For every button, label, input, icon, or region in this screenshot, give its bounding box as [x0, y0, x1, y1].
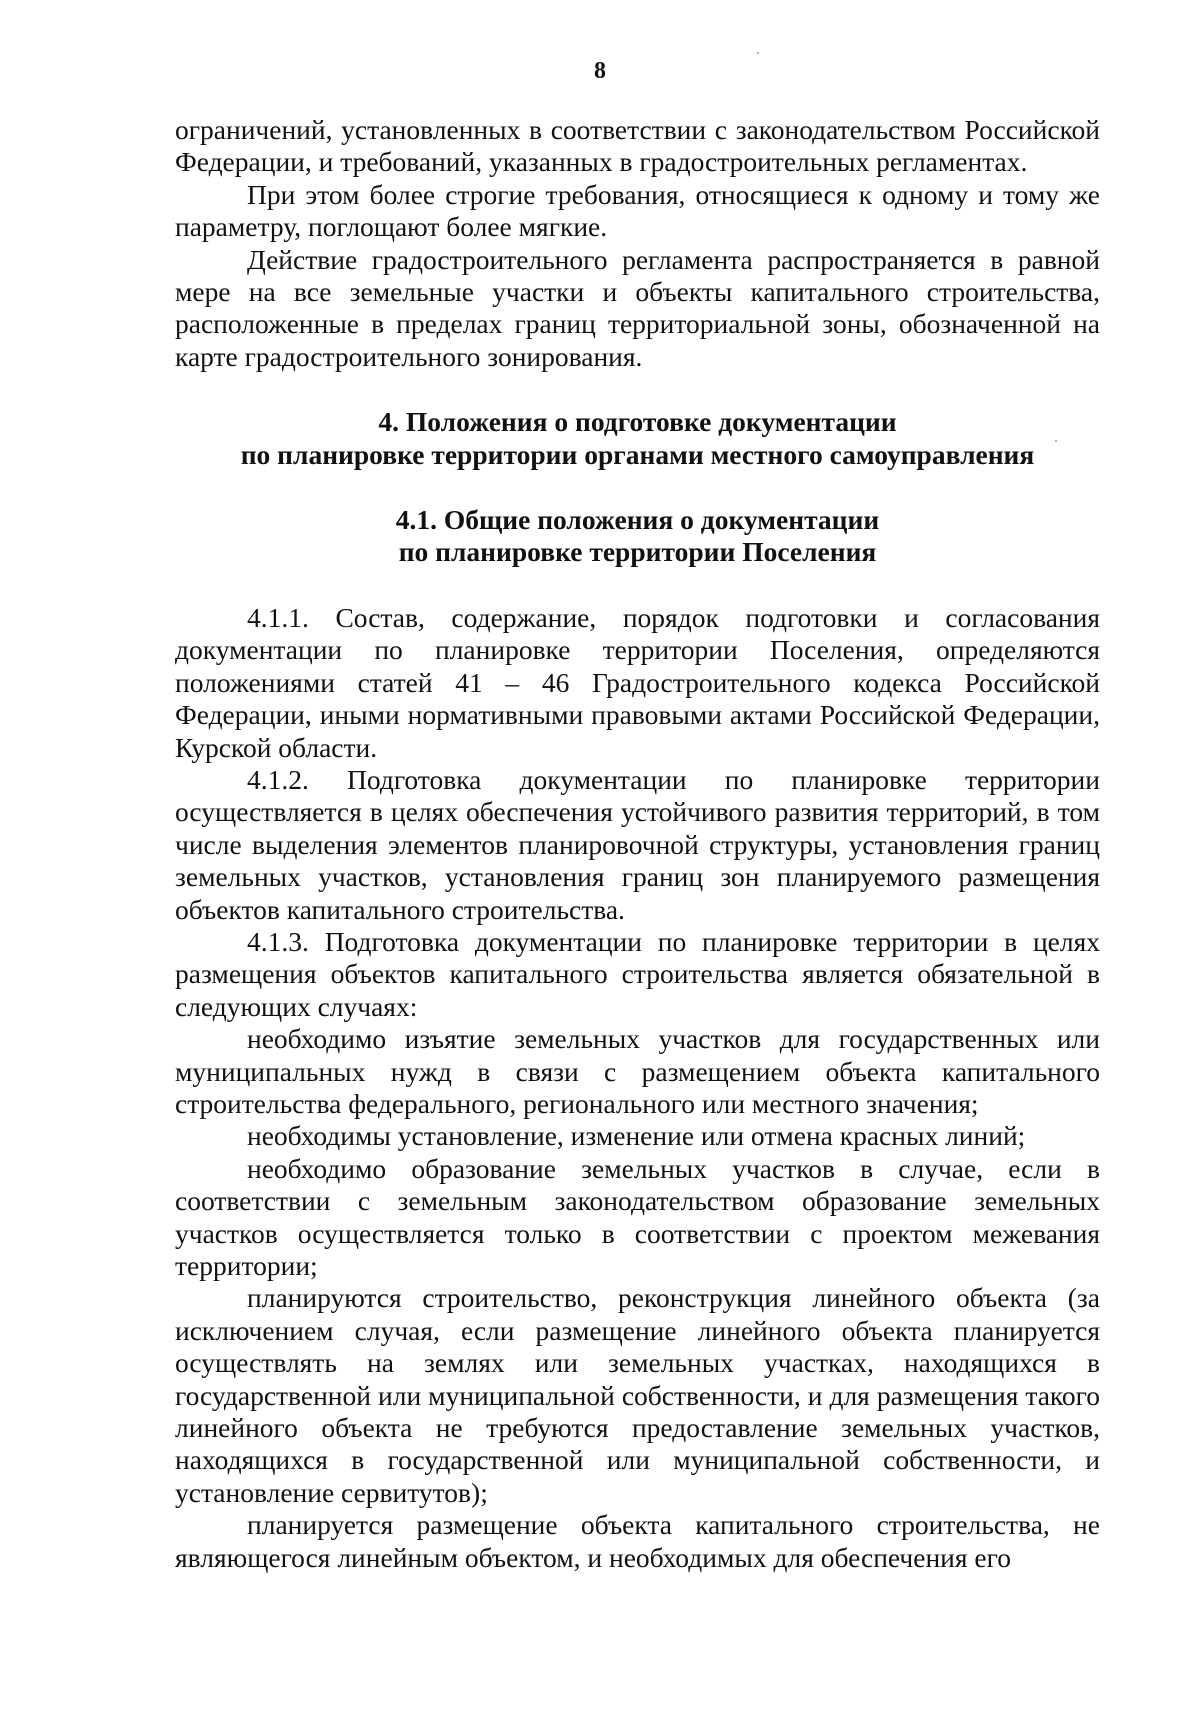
scan-speck	[757, 52, 759, 54]
section-heading	[175, 406, 1100, 471]
section-heading-line: 4. Положения о подготовке документации	[378, 406, 897, 438]
subsection-heading	[175, 504, 1100, 569]
list-item: планируются строительство, реконструкция линейного объекта (за исключением случая, если размещение линейного объекта планируется осуществлять на землях или земельных участках, находящихся в государственной или муниципальной собственности, и для размещения такого линейного объекта не требуются предоставление земельных участков, находящихся в государственной или муниципальной собственности, и установление сервитутов);	[175, 1282, 1100, 1508]
page-number: 8	[594, 58, 606, 84]
list-item: необходимо образование земельных участков в случае, если в соответствии с земельным законодательством образование земельных участков осуществляется только в соответствии с проектом межевания территории;	[175, 1152, 1100, 1281]
section-heading-line: по планировке территории органами местного самоуправления	[240, 438, 1035, 470]
document-body	[175, 114, 1100, 1574]
subsection-heading-line: 4.1. Общие положения о документации	[395, 504, 880, 536]
paragraph: 4.1.1. Состав, содержание, порядок подготовки и согласования документации по планировке территории Поселения, определяются положениями статей 41 – 46 Градостроительного кодекса Российской Федерации, иными нормативными правовыми актами Российской Федерации, Курской области.	[175, 601, 1100, 763]
paragraph: 4.1.2. Подготовка документации по планировке территории осуществляется в целях обеспечения устойчивого развития территорий, в том числе выделения элементов планировочной структуры, установления границ земельных участков, установления границ зон планируемого размещения объектов капитального строительства.	[175, 763, 1100, 925]
paragraph: При этом более строгие требования, относящиеся к одному и тому же параметру, поглощают более мягкие.	[175, 178, 1100, 243]
subsection-heading-line: по планировке территории Поселения	[398, 536, 877, 568]
list-item: планируется размещение объекта капитального строительства, не являющегося линейным объектом, и необходимых для обеспечения его	[175, 1509, 1100, 1573]
paragraph: ограничений, установленных в соответствии с законодательством Российской Федерации, и требований, указанных в градостроительных регламентах.	[175, 114, 1100, 178]
list-item: необходимо изъятие земельных участков для государственных или муниципальных нужд в связи с размещением объекта капитального строительства федерального, регионального или местного значения;	[175, 1023, 1100, 1119]
paragraph: Действие градостроительного регламента распространяется в равной мере на все земельные участки и объекты капитального строительства, расположенные в пределах границ территориальной зоны, обозначенной на карте градостроительного зонирования.	[175, 243, 1100, 372]
paragraph: 4.1.3. Подготовка документации по планировке территории в целях размещения объектов капитального строительства является обязательной в следующих случаях:	[175, 925, 1100, 1022]
list-item: необходимы установление, изменение или отмена красных линий;	[247, 1120, 1026, 1152]
